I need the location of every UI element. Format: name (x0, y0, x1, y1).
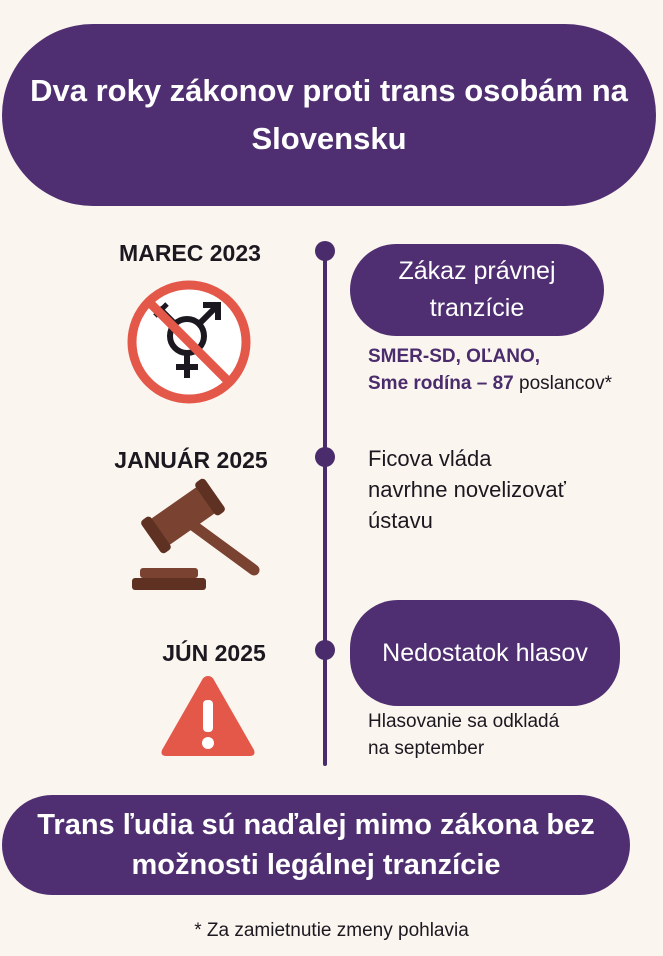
gavel-icon (128, 478, 268, 596)
warning-icon (158, 672, 258, 760)
event-date: JANUÁR 2025 (114, 447, 268, 473)
event-note-line: Hlasovanie sa odkladá (368, 711, 560, 732)
event-title-pill (350, 600, 620, 706)
event-note-line: na september (368, 738, 485, 759)
event-note-line: SMER-SD, OĽANO, (368, 346, 541, 367)
timeline-dot (315, 241, 335, 261)
event-note-rest: poslancov* (513, 373, 612, 394)
footnote: * Za zamietnutie zmeny pohlavia (194, 920, 469, 941)
event-note (368, 343, 658, 397)
event-note (368, 708, 658, 762)
header-banner (2, 24, 656, 206)
event-title-pill (350, 244, 604, 336)
timeline-dot (315, 447, 335, 467)
page-title: Dva roky zákonov proti trans osobám na Slovensku (30, 73, 628, 156)
event-title: Zákaz právnej tranzície (398, 257, 556, 322)
conclusion-text: Trans ľudia sú naďalej mimo zákona bez možnosti legálnej tranzície (37, 809, 595, 881)
event-title: Nedostatok hlasov (382, 638, 588, 667)
timeline-dot (315, 640, 335, 660)
event-description (368, 443, 658, 536)
event-note-bold: Sme rodína – 87 (368, 373, 514, 394)
timeline-line (323, 244, 327, 766)
event-description-line: navrhne novelizovať (368, 477, 566, 502)
conclusion-banner (2, 795, 630, 895)
event-description-line: Ficova vláda (368, 446, 492, 471)
prohibited-gender-symbol-icon (125, 278, 253, 406)
event-date: JÚN 2025 (162, 640, 266, 666)
event-date: MAREC 2023 (119, 240, 261, 266)
event-description-line: ústavu (368, 508, 433, 533)
